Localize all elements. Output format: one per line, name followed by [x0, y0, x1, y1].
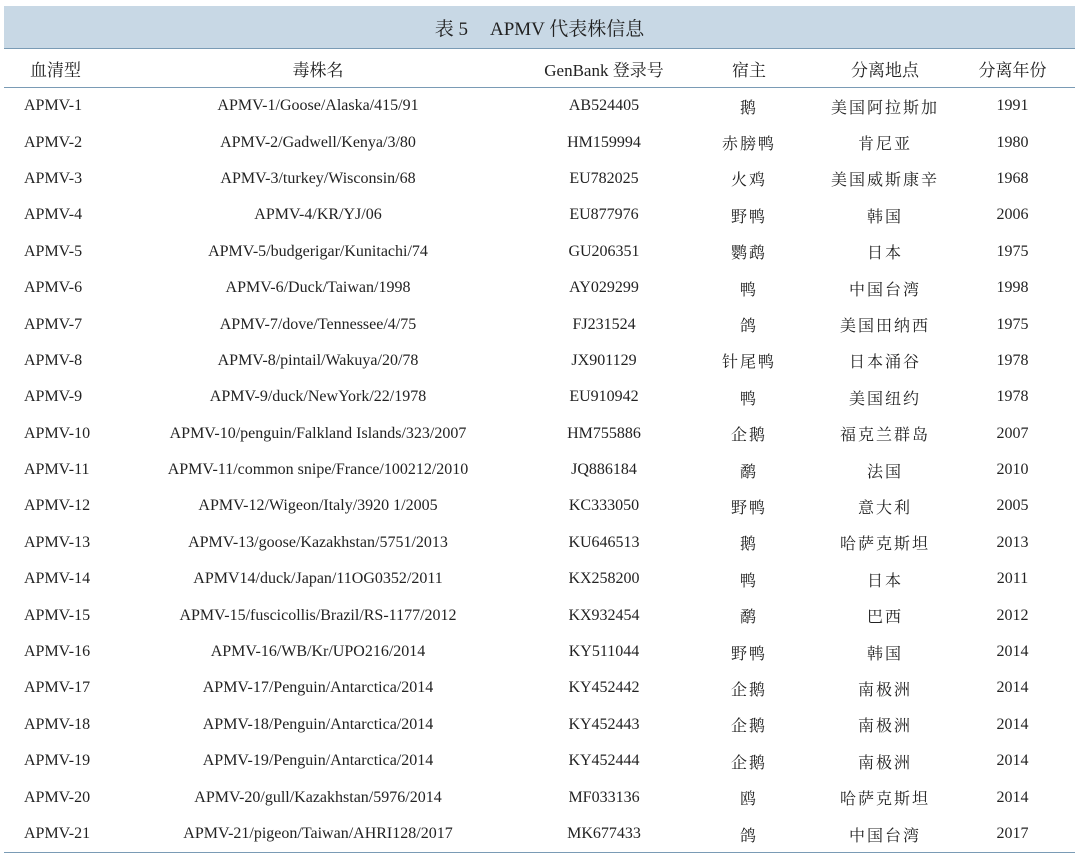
table-row — [4, 452, 1075, 488]
cell-host: 鸥 — [739, 791, 758, 809]
cell-year: 2014 — [996, 752, 1029, 770]
cell-host: 鹅 — [739, 536, 758, 554]
table-row — [4, 816, 1075, 852]
cell-genbank: EU877976 — [569, 206, 639, 224]
cell-serotype: APMV-11 — [24, 461, 90, 479]
cell-location: 南极洲 — [857, 718, 912, 736]
cell-host: 野鸭 — [730, 645, 767, 663]
cell-host: 企鹅 — [730, 427, 767, 445]
cell-host: 鹬 — [739, 463, 758, 481]
cell-location: 意大利 — [857, 499, 912, 517]
table-row — [4, 270, 1075, 306]
cell-genbank: JQ886184 — [571, 461, 637, 479]
cell-location: 美国纽约 — [848, 390, 921, 408]
cell-year: 2014 — [996, 715, 1029, 733]
table-row — [4, 197, 1075, 233]
cell-host: 鸽 — [739, 827, 758, 845]
cell-genbank: JX901129 — [571, 351, 637, 369]
table-row — [4, 597, 1075, 633]
cell-host: 鹦鹉 — [730, 245, 767, 263]
cell-location: 日本 — [866, 245, 903, 263]
cell-strain: APMV-17/Penguin/Antarctica/2014 — [202, 679, 434, 697]
cell-host: 鸭 — [739, 390, 758, 408]
cell-location: 哈萨克斯坦 — [839, 791, 930, 809]
cell-strain: APMV-16/WB/Kr/UPO216/2014 — [210, 643, 426, 661]
cell-serotype: APMV-21 — [24, 825, 91, 842]
cell-host: 鹅 — [739, 99, 758, 117]
cell-serotype: APMV-17 — [24, 679, 91, 697]
cell-location: 韩国 — [866, 208, 903, 226]
cell-strain: APMV-1/Goose/Alaska/415/91 — [217, 97, 419, 115]
cell-genbank: MK677433 — [567, 825, 641, 842]
cell-genbank: AB524405 — [568, 97, 640, 115]
cell-strain: APMV-18/Penguin/Antarctica/2014 — [202, 715, 434, 733]
cell-host: 鸽 — [739, 318, 758, 336]
cell-genbank: FJ231524 — [572, 315, 636, 333]
cell-year: 2014 — [996, 788, 1029, 806]
cell-serotype: APMV-12 — [24, 497, 91, 515]
cell-location: 巴西 — [866, 609, 903, 627]
data-table — [4, 49, 1075, 852]
cell-strain: APMV-2/Gadwell/Kenya/3/80 — [220, 133, 416, 151]
cell-strain: APMV-4/KR/YJ/06 — [254, 206, 382, 224]
cell-year: 1978 — [996, 388, 1029, 406]
cell-genbank: GU206351 — [568, 242, 640, 260]
cell-strain: APMV-10/penguin/Falkland Islands/323/2007 — [169, 424, 467, 442]
cell-year: 1975 — [996, 315, 1029, 333]
cell-genbank: HM755886 — [567, 424, 641, 442]
cell-serotype: APMV-7 — [24, 315, 83, 333]
table-bottom-rule — [4, 852, 1075, 853]
cell-genbank: MF033136 — [568, 788, 640, 806]
cell-serotype: APMV-14 — [24, 570, 91, 588]
cell-location: 美国威斯康辛 — [830, 172, 939, 190]
cell-year: 2012 — [996, 606, 1029, 624]
cell-year: 2014 — [996, 643, 1029, 661]
cell-host: 鸭 — [739, 572, 758, 590]
cell-serotype: APMV-4 — [24, 206, 83, 224]
cell-host: 企鹅 — [730, 681, 767, 699]
cell-year: 2011 — [996, 570, 1029, 588]
cell-host: 赤膀鸭 — [721, 136, 776, 154]
cell-strain: APMV14/duck/Japan/11OG0352/2011 — [193, 570, 443, 588]
cell-host: 野鸭 — [730, 208, 767, 226]
cell-genbank: HM159994 — [567, 133, 641, 151]
cell-strain: APMV-9/duck/NewYork/22/1978 — [209, 388, 427, 406]
cell-serotype: APMV-10 — [24, 424, 91, 442]
header-strain: 毒株名 — [106, 49, 530, 88]
header-location: 分离地点 — [820, 49, 950, 88]
cell-strain: APMV-21/pigeon/Taiwan/AHRI128/2017 — [183, 825, 453, 842]
cell-strain: APMV-5/budgerigar/Kunitachi/74 — [208, 242, 428, 260]
cell-host: 野鸭 — [730, 499, 767, 517]
cell-serotype: APMV-6 — [24, 279, 83, 297]
cell-serotype: APMV-1 — [24, 97, 83, 115]
cell-location: 美国阿拉斯加 — [830, 99, 939, 117]
cell-year: 2005 — [996, 497, 1029, 515]
cell-location: 哈萨克斯坦 — [839, 536, 930, 554]
cell-year: 1975 — [996, 242, 1029, 260]
cell-location: 法国 — [866, 463, 903, 481]
header-serotype: 血清型 — [4, 49, 106, 88]
cell-location: 南极洲 — [857, 754, 912, 772]
cell-genbank: KC333050 — [568, 497, 640, 515]
cell-serotype: APMV-8 — [24, 351, 83, 369]
table-row — [4, 670, 1075, 706]
cell-serotype: APMV-2 — [24, 133, 83, 151]
cell-host: 鹬 — [739, 609, 758, 627]
cell-year: 1991 — [996, 97, 1029, 115]
cell-serotype: APMV-3 — [24, 169, 83, 187]
table-row — [4, 743, 1075, 779]
cell-strain: APMV-11/common snipe/France/100212/2010 — [167, 461, 469, 479]
cell-genbank: EU782025 — [569, 169, 639, 187]
cell-location: 日本涌谷 — [848, 354, 921, 372]
cell-host: 企鹅 — [730, 754, 767, 772]
cell-year: 1998 — [996, 279, 1029, 297]
cell-genbank: KY511044 — [568, 643, 640, 661]
table-caption — [4, 6, 1075, 49]
table-title: APMV 代表株信息 — [489, 18, 645, 40]
header-host: 宿主 — [678, 49, 820, 88]
cell-genbank: KX932454 — [568, 606, 640, 624]
table-body — [4, 88, 1075, 853]
cell-year: 1980 — [996, 133, 1029, 151]
cell-year: 2013 — [996, 533, 1029, 551]
cell-strain: APMV-15/fuscicollis/Brazil/RS-1177/2012 — [179, 606, 457, 624]
table-row — [4, 379, 1075, 415]
strain-table — [4, 6, 1075, 853]
cell-serotype: APMV-18 — [24, 715, 91, 733]
cell-strain: APMV-7/dove/Tennessee/4/75 — [219, 315, 417, 333]
table-row — [4, 343, 1075, 379]
table-row — [4, 234, 1075, 270]
table-number: 表 5 — [434, 18, 468, 40]
cell-serotype: APMV-9 — [24, 388, 83, 406]
cell-strain: APMV-20/gull/Kazakhstan/5976/2014 — [194, 788, 442, 806]
cell-location: 肯尼亚 — [857, 136, 912, 154]
cell-host: 鸭 — [739, 281, 758, 299]
cell-location: 韩国 — [866, 645, 903, 663]
table-row — [4, 634, 1075, 670]
cell-serotype: APMV-19 — [24, 752, 91, 770]
cell-location: 南极洲 — [857, 681, 912, 699]
header-row — [4, 49, 1075, 88]
cell-year: 1968 — [996, 169, 1029, 187]
cell-serotype: APMV-13 — [24, 533, 91, 551]
cell-year: 1978 — [996, 351, 1029, 369]
cell-serotype: APMV-16 — [24, 643, 91, 661]
cell-location: 福克兰群岛 — [839, 427, 930, 445]
table-row — [4, 488, 1075, 524]
cell-location: 日本 — [866, 572, 903, 590]
cell-genbank: AY029299 — [569, 279, 639, 297]
cell-serotype: APMV-15 — [24, 606, 91, 624]
cell-year: 2006 — [996, 206, 1029, 224]
cell-strain: APMV-6/Duck/Taiwan/1998 — [225, 279, 411, 297]
cell-location: 中国台湾 — [848, 281, 921, 299]
table-row — [4, 88, 1075, 125]
cell-location: 美国田纳西 — [839, 318, 930, 336]
table-row — [4, 124, 1075, 160]
table-row — [4, 306, 1075, 342]
table-row — [4, 707, 1075, 743]
cell-strain: APMV-19/Penguin/Antarctica/2014 — [202, 752, 434, 770]
cell-genbank: KY452443 — [568, 715, 640, 733]
cell-serotype: APMV-5 — [24, 242, 83, 260]
header-genbank: GenBank 登录号 — [530, 49, 678, 88]
cell-year: 2010 — [996, 461, 1029, 479]
cell-host: 针尾鸭 — [721, 354, 776, 372]
table-row — [4, 779, 1075, 815]
cell-strain: APMV-8/pintail/Wakuya/20/78 — [217, 351, 419, 369]
table-row — [4, 561, 1075, 597]
cell-strain: APMV-12/Wigeon/Italy/3920 1/2005 — [198, 497, 438, 515]
cell-host: 企鹅 — [730, 718, 767, 736]
cell-host: 火鸡 — [730, 172, 767, 190]
cell-genbank: KY452444 — [568, 752, 640, 770]
cell-strain: APMV-13/goose/Kazakhstan/5751/2013 — [188, 533, 448, 551]
cell-year: 2007 — [996, 424, 1029, 442]
header-year: 分离年份 — [950, 49, 1075, 88]
cell-year: 2014 — [996, 679, 1029, 697]
cell-serotype: APMV-20 — [24, 788, 91, 806]
cell-genbank: EU910942 — [569, 388, 639, 406]
cell-year: 2017 — [996, 825, 1029, 842]
table-row — [4, 161, 1075, 197]
table-row — [4, 525, 1075, 561]
cell-location: 中国台湾 — [848, 827, 921, 845]
cell-genbank: KU646513 — [568, 533, 640, 551]
cell-strain: APMV-3/turkey/Wisconsin/68 — [220, 169, 416, 187]
table-row — [4, 416, 1075, 452]
cell-genbank: KY452442 — [568, 679, 640, 697]
cell-genbank: KX258200 — [568, 570, 640, 588]
